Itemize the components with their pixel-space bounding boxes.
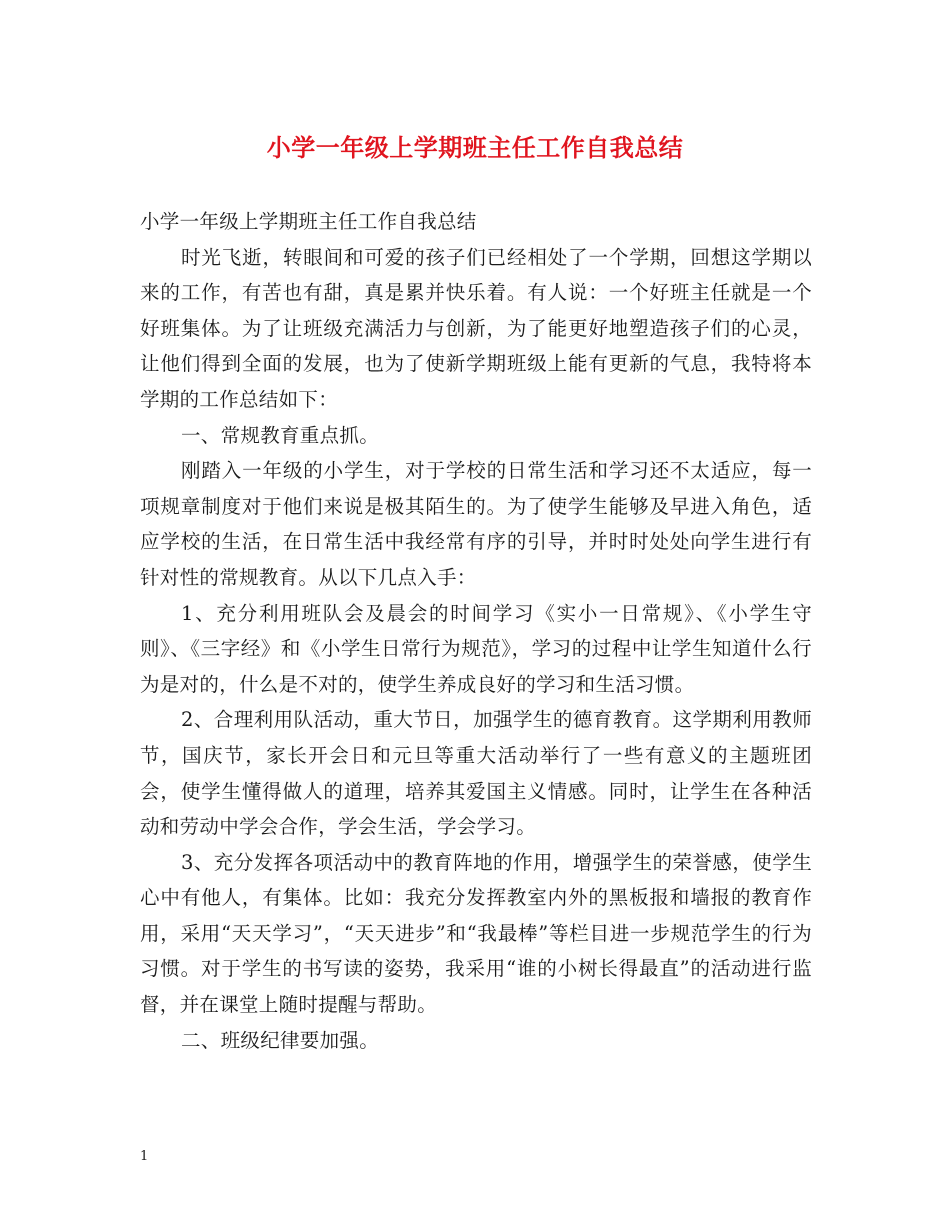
section-heading-2: 二、班级纪律要加强。 [181, 1028, 380, 1052]
paragraph-point-2: 2、合理利用队活动，重大节日，加强学生的德育教育。这学期利用教师节，国庆节，家长开会日和元旦等重大活动举行了一些有意义的主题班团会，使学生懂得做人的道理，培养其爱国主义情感。同时，让学生在各种活动和劳动中学会合作，学会生活，学会学习。 [140, 708, 812, 839]
section-heading-1: 一、常规教育重点抓。 [181, 423, 380, 447]
paragraph-routine-education: 刚踏入一年级的小学生，对于学校的日常生活和学习还不太适应，每一项规章制度对于他们来说是极其陌生的。为了使学生能够及早进入角色，适应学校的生活，在日常生活中我经常有序的引导，并时时处处向学生进行有针对性的常规教育。从以下几点入手： [140, 459, 812, 589]
paragraph-intro: 时光飞逝，转眼间和可爱的孩子们已经相处了一个学期，回想这学期以来的工作，有苦也有甜，真是累并快乐着。有人说：一个好班主任就是一个好班集体。为了让班级充满活力与创新，为了能更好地塑造孩子们的心灵，让他们得到全面的发展，也为了使新学期班级上能有更新的气息，我特将本学期的工作总结如下： [140, 245, 812, 411]
document-title: 小学一年级上学期班主任工作自我总结 [266, 133, 684, 162]
paragraph-subtitle: 小学一年级上学期班主任工作自我总结 [140, 210, 477, 233]
paragraph-point-3: 3、充分发挥各项活动中的教育阵地的作用，增强学生的荣誉感，使学生心中有他人，有集体。比如：我充分发挥教室内外的黑板报和墙报的教育作用，采用“天天学习”，“天天进步”和“我最棒”等栏目进一步规范学生的行为习惯。对于学生的书写读的姿势，我采用“谁的小树长得最直”的活动进行监督，并在课堂上随时提醒与帮助。 [140, 850, 812, 1017]
paragraph-point-1: 1、充分利用班队会及晨会的时间学习《实小一日常规》、《小学生守则》、《三字经》和《小学生日常行为规范》，学习的过程中让学生知道什么行为是对的，什么是不对的，使学生养成良好的学习和生活习惯。 [140, 601, 812, 696]
page-number: 1 [140, 1149, 149, 1164]
document-body [140, 204, 812, 1058]
